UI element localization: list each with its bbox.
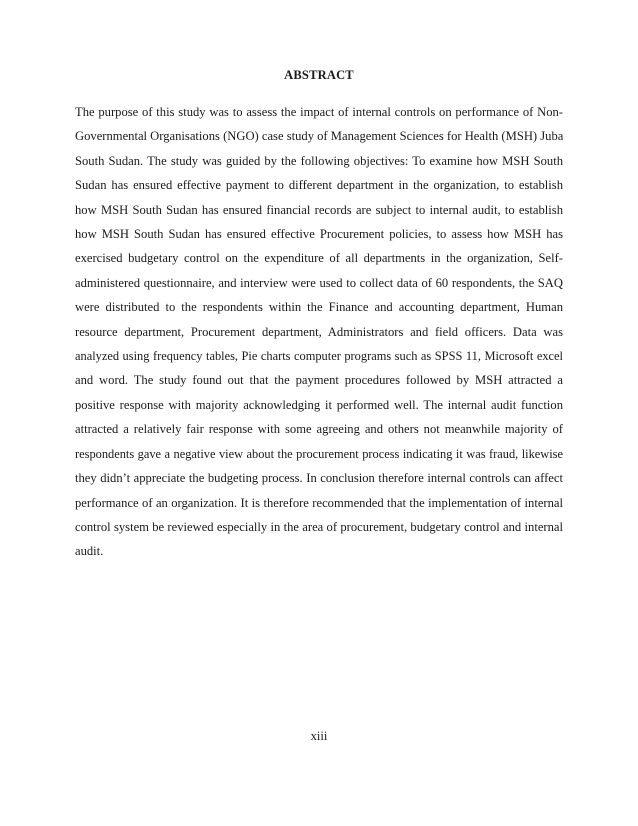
abstract-line-2: Governmental Organisations (NGO) case study of Management Sciences for Health (MSH) Juba [75, 129, 563, 144]
abstract-line-5: how MSH South Sudan has ensured financial records are subject to internal audit, to establish [75, 202, 563, 217]
abstract-line-19: audit. [75, 544, 104, 559]
abstract-line-6: how MSH South Sudan has ensured effective Procurement policies, to assess how MSH has [75, 227, 563, 242]
abstract-line-11: analyzed using frequency tables, Pie charts computer programs such as SPSS 11, Microsoft excel [75, 349, 563, 364]
abstract-line-14: attracted a relatively fair response with some agreeing and others not meanwhile majority of [75, 422, 563, 437]
abstract-line-1: The purpose of this study was to assess the impact of internal controls on performance of Non- [75, 105, 563, 119]
abstract-line-15: respondents gave a negative view about the procurement process indicating it was fraud, likewise [75, 446, 563, 461]
abstract-line-13: positive response with majority acknowledging it performed well. The internal audit function [75, 397, 563, 412]
abstract-paragraph [75, 100, 563, 564]
abstract-line-10: resource department, Procurement department, Administrators and field officers. Data was [75, 324, 563, 339]
abstract-heading: ABSTRACT [284, 68, 354, 82]
abstract-line-18: control system be reviewed especially in the area of procurement, budgetary control and internal [75, 519, 563, 534]
abstract-line-9: were distributed to the respondents within the Finance and accounting department, Human [75, 300, 563, 315]
abstract-line-17: performance of an organization. It is therefore recommended that the implementation of internal [75, 495, 563, 510]
abstract-line-7: exercised budgetary control on the expenditure of all departments in the organization, Self- [75, 251, 563, 266]
abstract-line-12: and word. The study found out that the payment procedures followed by MSH attracted a [75, 373, 563, 388]
page-number: xiii [310, 729, 328, 743]
abstract-line-16: they didn’t appreciate the budgeting process. In conclusion therefore internal controls can affect [75, 471, 563, 486]
abstract-line-8: administered questionnaire, and interview were used to collect data of 60 respondents, the SAQ [75, 275, 563, 290]
abstract-line-4: Sudan has ensured effective payment to different department in the organization, to establish [75, 178, 563, 193]
abstract-line-3: South Sudan. The study was guided by the following objectives: To examine how MSH South [75, 153, 563, 168]
